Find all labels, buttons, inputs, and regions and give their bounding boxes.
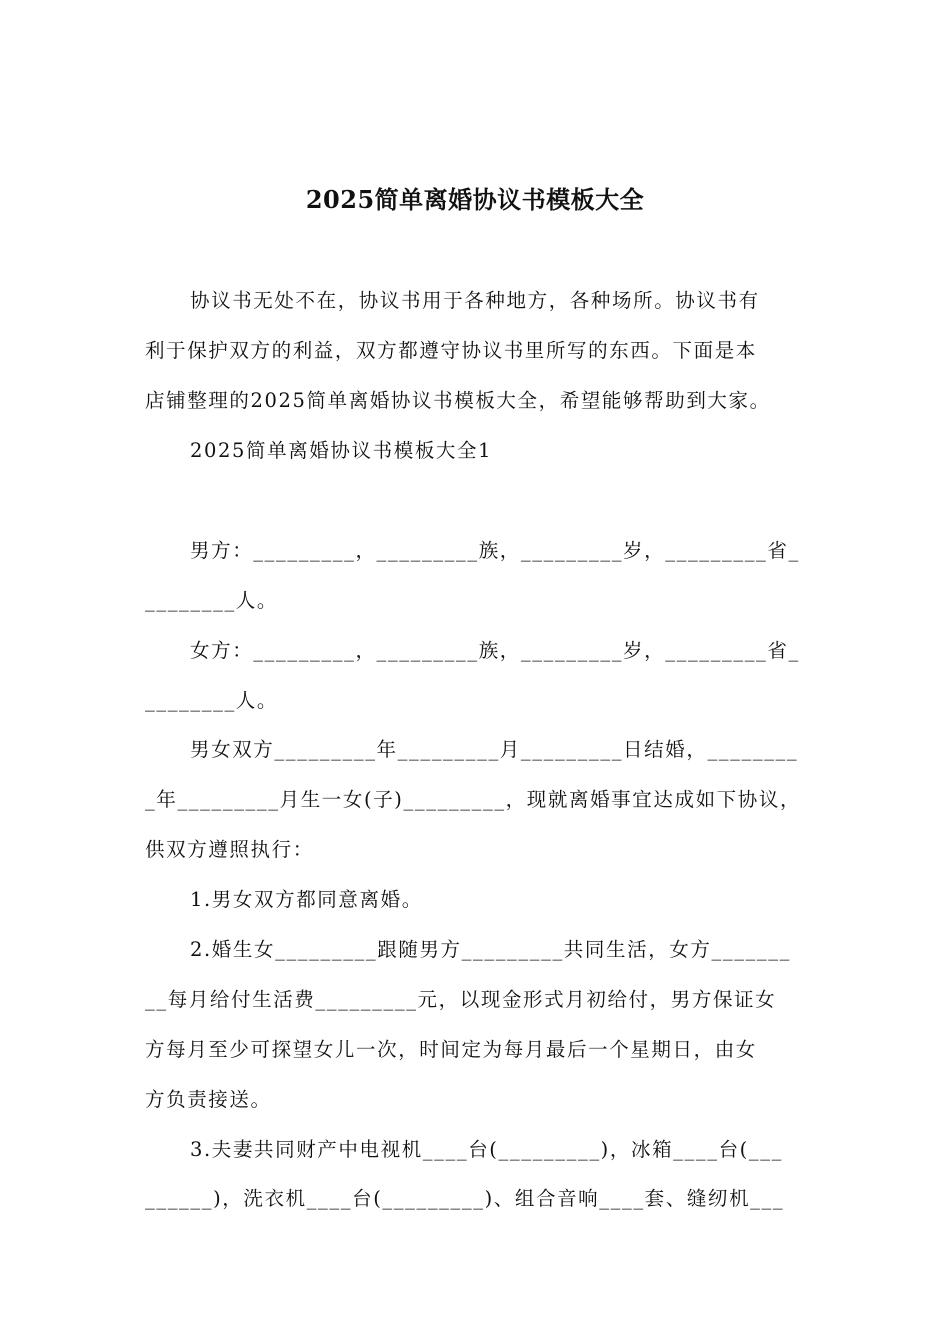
intro-line-1: 协议书无处不在，协议书用于各种地方，各种场所。协议书有 xyxy=(190,289,760,312)
marriage-para-line-3: 供双方遵照执行： xyxy=(145,838,314,861)
marriage-para-line-2: _年_________月生一女(子)_________，现就离婚事宜达成如下协议， xyxy=(145,788,802,811)
man-info-line-2: ________人。 xyxy=(145,589,278,612)
woman-info-line-1: 女方：_________，_________族，_________岁，_________省_ xyxy=(190,639,800,662)
clause-1: 1.男女双方都同意离婚。 xyxy=(190,888,423,911)
woman-info-line-2: ________人。 xyxy=(145,689,278,712)
clause-2-line-1: 2.婚生女_________跟随男方_________共同生活，女方_______ xyxy=(190,938,791,961)
clause-3-line-1: 3.夫妻共同财产中电视机____台(_________)，冰箱____台(___ xyxy=(190,1138,783,1161)
intro-line-3: 店铺整理的2025简单离婚协议书模板大全，希望能够帮助到大家。 xyxy=(145,389,771,412)
man-info-line-1: 男方：_________，_________族，_________岁，_________省_ xyxy=(190,539,800,562)
clause-3-line-2: ______)，洗衣机____台(_________)、组合音响____套、缝纫机___ xyxy=(145,1187,785,1210)
clause-2-line-4: 方负责接送。 xyxy=(145,1088,272,1111)
section-heading: 2025简单离婚协议书模板大全1 xyxy=(190,439,493,462)
document-title: 2025简单离婚协议书模板大全 xyxy=(305,185,645,214)
clause-2-line-3: 方每月至少可探望女儿一次，时间定为每月最后一个星期日，由女 xyxy=(145,1038,757,1061)
clause-2-line-2: __每月给付生活费_________元，以现金形式月初给付，男方保证女 xyxy=(145,988,777,1011)
intro-line-2: 利于保护双方的利益，双方都遵守协议书里所写的东西。下面是本 xyxy=(145,339,757,362)
marriage-para-line-1: 男女双方_________年_________月_________日结婚，________ xyxy=(190,738,799,761)
